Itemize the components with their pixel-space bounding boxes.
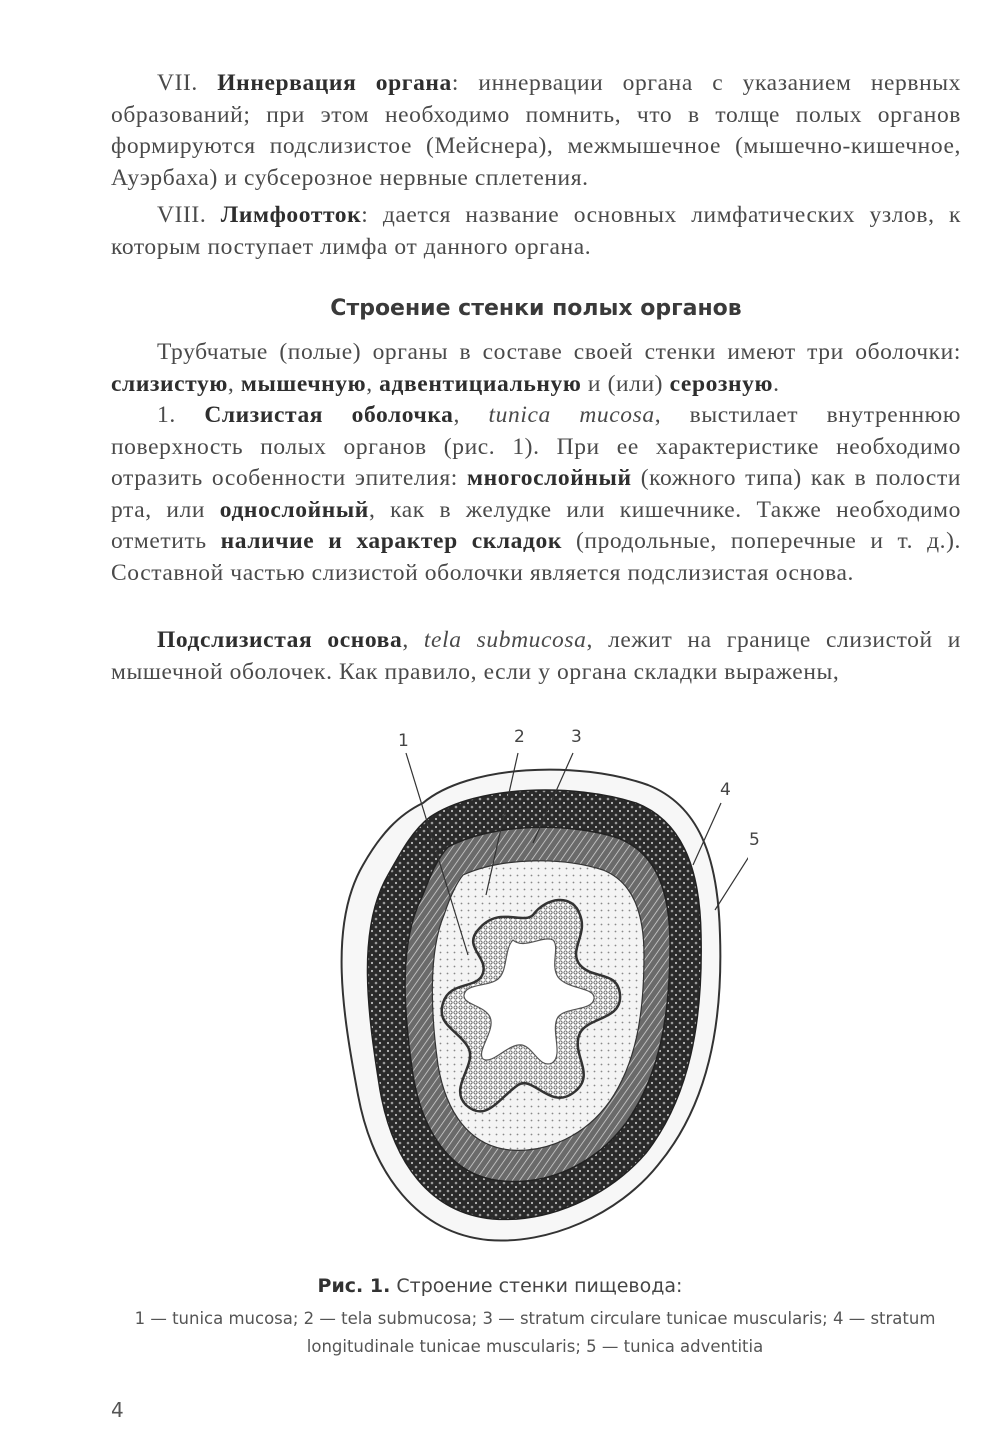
- figure-caption-title: [0, 1275, 1000, 1297]
- figure-label-3: 3: [571, 727, 582, 747]
- layers-text-3: ,: [366, 370, 380, 397]
- mucosa-text-2: , выстилает внутреннюю поверхность полых органов (рис. 1). При ее характеристике необходимо отразить особенности эпителия:: [111, 402, 961, 491]
- figure-number: Рис. 1.: [317, 1275, 391, 1297]
- term-muscular: мышечную: [240, 370, 367, 397]
- esophagus-cross-section-figure: [318, 725, 748, 1265]
- mucosa-text-4: , как в желудке или кишечнике. Также необходимо отметить: [111, 496, 961, 554]
- term-adventitial: адвентициальную: [379, 370, 582, 397]
- layers-text-5: .: [773, 370, 780, 397]
- submucosa-text-1: ,: [402, 627, 424, 653]
- paragraph-submucosa: [111, 625, 961, 688]
- paragraph-lymph: [111, 200, 961, 263]
- section-number-viii: VIII.: [157, 202, 221, 228]
- term-submucosa: Подслизистая основа: [157, 627, 403, 653]
- section-heading: Строение стенки полых органов: [330, 296, 742, 321]
- mucosa-text-1: ,: [453, 402, 489, 428]
- figure-caption-legend: 1 — tunica mucosa; 2 — tela submucosa; 3 — stratum circulare tunicae muscularis; 4 — stratum longitudinale tunicae muscularis; 5 — tunica adventitia: [134, 1309, 936, 1356]
- leader-line-5: [715, 855, 748, 910]
- paragraph-innervation: [111, 68, 961, 194]
- esophagus-illustration: [318, 725, 748, 1265]
- term-mucous: слизистую: [111, 370, 228, 397]
- layers-text-1: Трубчатые (полые) органы в составе своей стенки имеют три оболочки:: [157, 339, 961, 365]
- figure-label-1: 1: [398, 731, 409, 751]
- submucosa-text-2: , лежит на границе слизистой и мышечной оболочек. Как правило, если у органа складки выражены,: [111, 627, 961, 685]
- term-serous: серозную: [669, 370, 774, 397]
- term-innervation: Иннервация органа: [217, 70, 452, 96]
- paragraph-layers: [111, 337, 961, 400]
- term-mucosa: Слизистая оболочка: [204, 402, 454, 428]
- figure-title: Строение стенки пищевода:: [390, 1275, 683, 1297]
- mucosa-text-3: (кожного типа) как в полости рта, или: [111, 465, 961, 523]
- paragraph-mucosa: [111, 400, 961, 589]
- layers-text-2: ,: [227, 370, 241, 397]
- figure-label-2: 2: [514, 727, 525, 747]
- figure-label-5: 5: [749, 830, 760, 850]
- lymph-text: : дается название основных лимфатических узлов, к которым поступает лимфа от данного органа.: [111, 202, 961, 260]
- mucosa-number: 1.: [157, 402, 205, 428]
- latin-tela-submucosa: tela submucosa: [423, 627, 587, 653]
- term-stratified: многослойный: [466, 465, 632, 491]
- latin-tunica-mucosa: tunica mucosa: [488, 402, 655, 428]
- innervation-text: : иннервации органа с указанием нервных образований; при этом необходимо помнить, что в толще полых органов формируются подслизистое (Мейснера), межмышечное (мышечно-кишечное, Ауэрбаха) и субсерозное нервные сплетения.: [111, 70, 962, 191]
- page-number: 4: [111, 1398, 124, 1422]
- figure-label-4: 4: [720, 780, 731, 800]
- term-folds: наличие и характер складок: [220, 528, 562, 554]
- term-single-layer: однослойный: [219, 496, 369, 523]
- layers-text-4: и (или): [581, 370, 670, 397]
- term-lymph: Лимфоотток: [220, 202, 362, 228]
- section-number-vii: VII.: [157, 70, 218, 96]
- mucosa-text-5: (продольные, поперечные и т. д.). Составной частью слизистой оболочки является подслизистая основа.: [111, 528, 962, 586]
